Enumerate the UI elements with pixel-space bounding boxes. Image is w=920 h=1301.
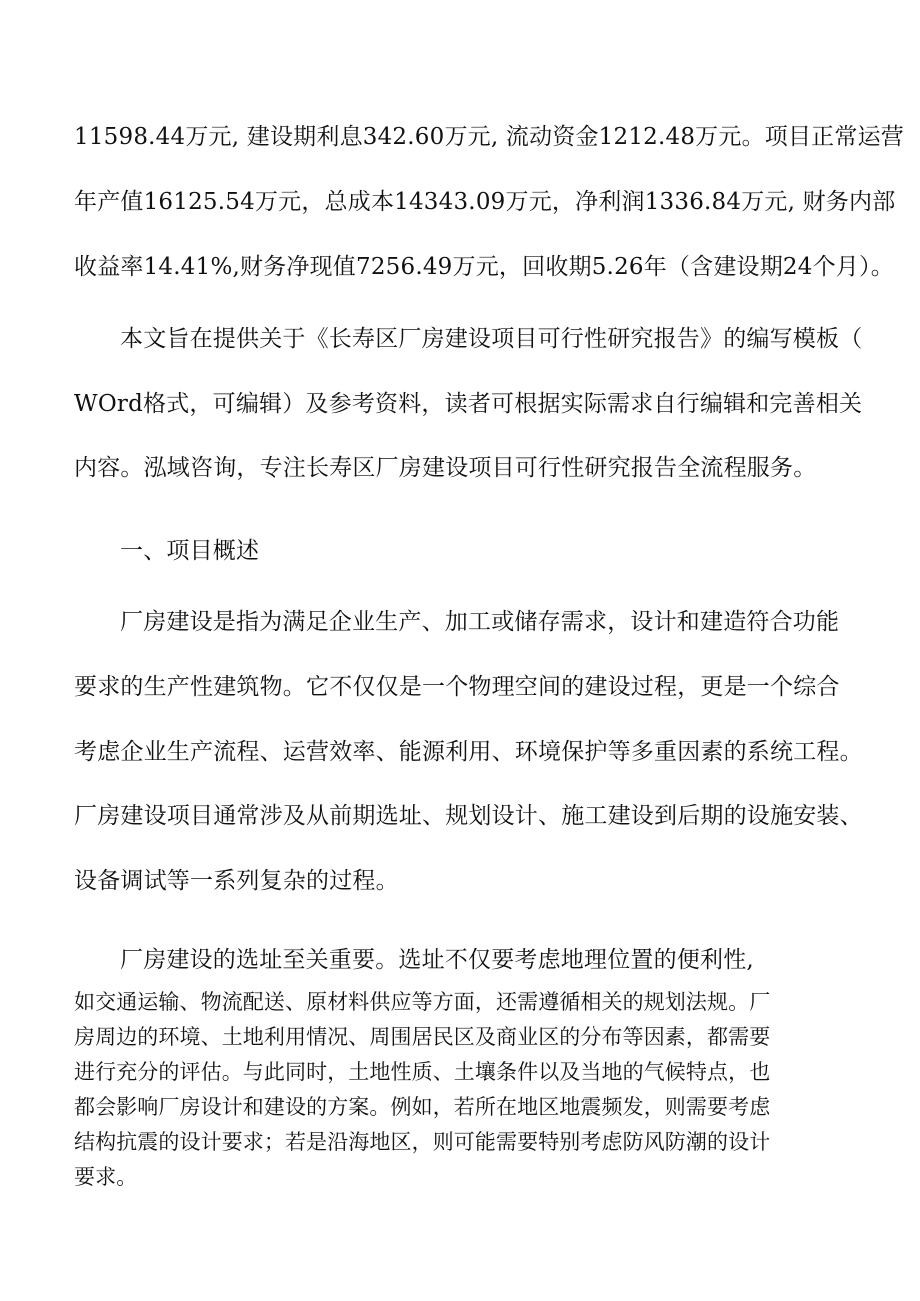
paragraph-3-line-4: 厂房建设项目通常涉及从前期选址、规划设计、施工建设到后期的设施安装、	[74, 803, 863, 829]
paragraph-4-line-4: 进行充分的评估。与此同时，土地性质、土壤条件以及当地的气候特点，也	[74, 1060, 771, 1084]
paragraph-2-line-2: WOrd格式，可编辑）及参考资料，读者可根据实际需求自行编辑和完善相关	[74, 391, 863, 417]
section-heading: 一、项目概述	[120, 538, 260, 564]
paragraph-3-line-2: 要求的生产性建筑物。它不仅仅是一个物理空间的建设过程，更是一个综合	[74, 674, 840, 700]
paragraph-4-line-7: 要求。	[74, 1165, 138, 1189]
paragraph-3-line-3: 考虑企业生产流程、运营效率、能源利用、环境保护等多重因素的系统工程。	[74, 739, 863, 765]
paragraph-3-line-1: 厂房建设是指为满足企业生产、加工或储存需求，设计和建造符合功能	[120, 609, 840, 635]
paragraph-3-line-5: 设备调试等一系列复杂的过程。	[74, 868, 399, 894]
paragraph-2-line-1: 本文旨在提供关于《长寿区厂房建设项目可行性研究报告》的编写模板（	[120, 326, 863, 352]
paragraph-4-line-1: 厂房建设的选址至关重要。选址不仅要考虑地理位置的便利性,	[120, 947, 754, 973]
paragraph-1-line-1: 11598.44万元, 建设期利息342.60万元, 流动资金1212.48万元。项目正常运营	[74, 124, 904, 150]
paragraph-1-line-2: 年产值16125.54万元，总成本14343.09万元，净利润1336.84万元, 财务内部	[74, 189, 896, 215]
paragraph-4-line-3: 房周边的环境、土地利用情况、周围居民区及商业区的分布等因素，都需要	[74, 1025, 771, 1049]
paragraph-2-line-3: 内容。泓域咨询，专注长寿区厂房建设项目可行性研究报告全流程服务。	[74, 455, 817, 481]
paragraph-4-line-2: 如交通运输、物流配送、原材料供应等方面，还需遵循相关的规划法规。厂	[74, 990, 771, 1014]
paragraph-1-line-3: 收益率14.41%,财务净现值7256.49万元，回收期5.26年（含建设期24个月）。	[74, 254, 894, 280]
paragraph-4-line-6: 结构抗震的设计要求；若是沿海地区，则可能需要特别考虑防风防潮的设计	[74, 1130, 771, 1154]
paragraph-4-line-5: 都会影响厂房设计和建设的方案。例如，若所在地区地震频发，则需要考虑	[74, 1095, 771, 1119]
